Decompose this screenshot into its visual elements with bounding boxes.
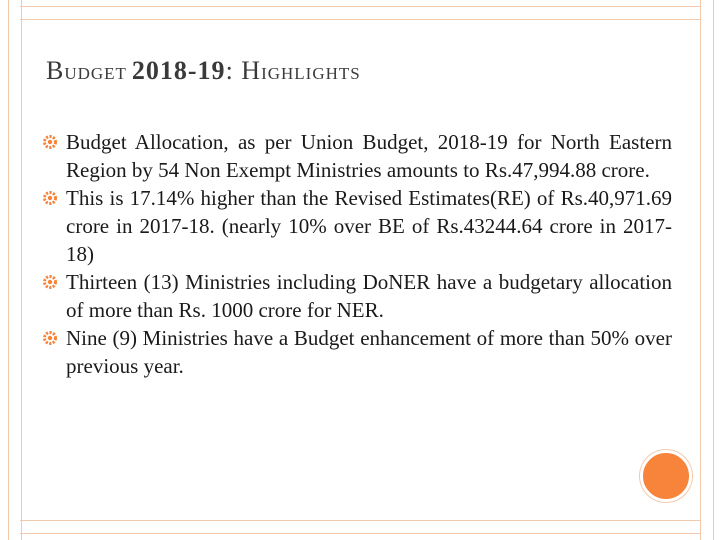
gear-bullet-icon <box>42 274 58 290</box>
title-word-budget: UDGET <box>64 64 132 83</box>
decorative-border-left <box>8 0 22 540</box>
slide-title <box>46 56 361 86</box>
decorative-circle <box>640 450 692 502</box>
gear-bullet-icon <box>42 190 58 206</box>
list-item <box>42 324 672 380</box>
list-item <box>42 184 672 268</box>
bullet-list-container <box>42 128 672 380</box>
title-initial-b: B <box>46 56 65 85</box>
title-word-highlights: IGHLIGHTS <box>261 64 361 83</box>
bullet-list <box>42 128 672 380</box>
list-item <box>42 128 672 184</box>
title-separator: : <box>225 56 242 85</box>
bullet-text: Budget Allocation, as per Union Budget, 2018-19 for North Eastern Region by 54 Non Exempt Ministries amounts to Rs.47,994.88 crore. <box>66 130 672 182</box>
title-initial-h: H <box>241 56 262 85</box>
bullet-text: Nine (9) Ministries have a Budget enhancement of more than 50% over previous year. <box>66 326 672 378</box>
decorative-border-top <box>20 6 700 20</box>
list-item <box>42 268 672 324</box>
decorative-border-bottom <box>20 520 700 534</box>
bullet-text: Thirteen (13) Ministries including DoNER have a budgetary allocation of more than Rs. 1000 crore for NER. <box>66 270 672 322</box>
decorative-border-right <box>700 0 714 540</box>
title-year: 2018-19 <box>131 56 226 85</box>
gear-bullet-icon <box>42 330 58 346</box>
bullet-text: This is 17.14% higher than the Revised Estimates(RE) of Rs.40,971.69 crore in 2017-18. (nearly 10% over BE of Rs.43244.64 crore in 2017-18) <box>66 186 672 266</box>
gear-bullet-icon <box>42 134 58 150</box>
